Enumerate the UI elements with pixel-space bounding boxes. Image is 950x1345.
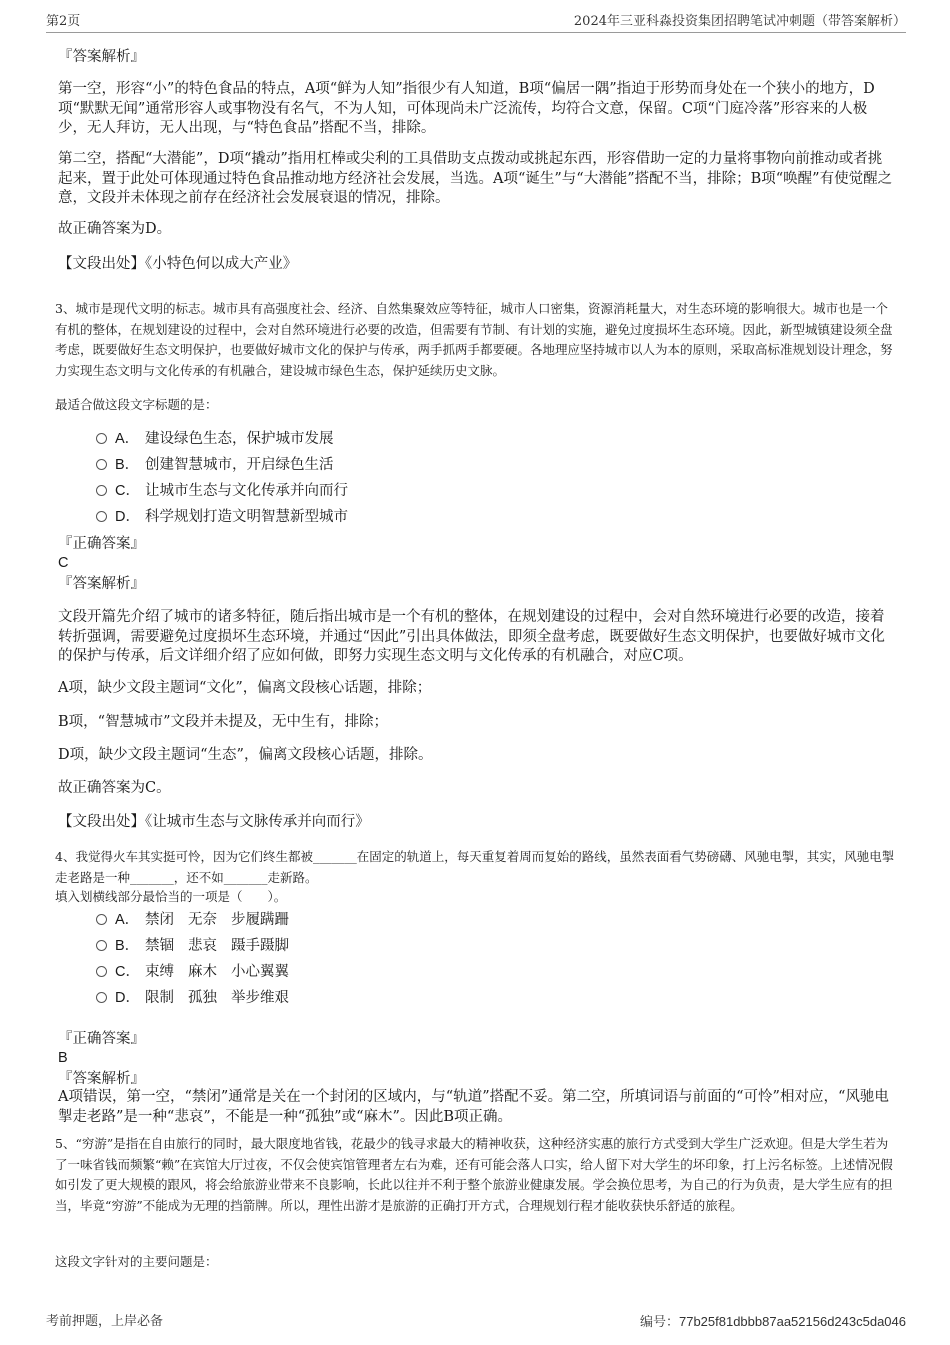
source-citation: 【文段出处】《让城市生态与文脉传承并向而行》 [58,814,370,830]
correct-answer-label: 『正确答案』 [58,1031,145,1047]
conclusion: 故正确答案为C。 [58,780,171,796]
footer-note: 考前押题，上岸必备 [46,1314,164,1329]
analysis-paragraph: A项错误，第一空，“禁闭”通常是关在一个封闭的区域内，与“轨道”搭配不妥。第二空，所填词语与前面的“可怜”相对应，“风驰电掣走老路”是一种“悲哀”，不能是一种“孤独”或“麻木”。因此B项正确。 [58,1089,889,1125]
page-header [46,12,906,33]
question-prompt: 这段文字针对的主要问题是： [55,1254,218,1269]
question-prompt: 填入划横线部分最恰当的一项是（ ）。 [55,889,287,904]
correct-answer: B [58,1050,68,1066]
option-c[interactable]: C． 让城市生态与文化传承并向而行 [96,480,348,502]
page-number: 第2页 [46,14,81,29]
analysis-note: B项，“智慧城市”文段并未提及，无中生有，排除； [58,714,388,730]
answer-analysis-label: 『答案解析』 [58,1071,145,1087]
page-footer [46,1312,906,1332]
analysis-note: D项，缺少文段主题词“生态”，偏离文段核心话题，排除。 [58,747,433,763]
radio-icon[interactable] [96,992,107,1003]
radio-icon[interactable] [96,459,107,470]
question-stem: 3、城市是现代文明的标志。城市具有高强度社会、经济、自然集聚效应等特征，城市人口密集，资源消耗量大，对生态环境的影响很大。城市也是一个有机的整体，在规划建设的过程中，会对自然环境进行必要的改造，但需要有节制、有计划的实施，避免过度损坏生态环境。因此，新型城镇建设须全盘考虑，既要做好生态文明保护，也要做好城市文化的保护与传承，两手抓两手都要硬。各地理应坚持城市以人为本的原则，采取高标准规划设计理念，努力实现生态文明与文化传承的有机融合，建设城市绿色生态，保护延续历史文脉。 [55,301,893,378]
option-c[interactable]: C． 束缚 麻木 小心翼翼 [96,961,289,983]
question-prompt: 最适合做这段文字标题的是： [55,397,218,412]
answer-analysis-label: 『答案解析』 [58,576,145,592]
analysis-note: A项，缺少文段主题词“文化”，偏离文段核心话题，排除； [58,680,432,696]
document-title: 2024年三亚科淼投资集团招聘笔试冲刺题（带答案解析） [573,14,906,29]
analysis-paragraph: 第一空，形容“小”的特色食品的特点，A项“鲜为人知”指很少有人知道，B项“偏居一隅”指迫于形势而身处在一个狭小的地方，D项“默默无闻”通常形容人或事物没有名气，不为人知，可体现尚未广泛流传，均符合文意，保留。C项“门庭冷落”形容来的人极少，无人拜访，无人出现，与“特色食品”搭配不当，排除。 [58,81,875,136]
analysis-paragraph: 文段开篇先介绍了城市的诸多特征，随后指出城市是一个有机的整体，在规划建设的过程中，会对自然环境进行必要的改造，接着转折强调，需要避免过度损坏生态环境，并通过“因此”引出具体做法，即须全盘考虑，既要做好生态文明保护，也要做好城市文化的保护与传承，后文详细介绍了应如何做，即努力实现生态文明与文化传承的有机融合，对应C项。 [58,609,885,664]
document-code [640,1312,906,1333]
option-a[interactable]: A． 禁闭 无奈 步履蹒跚 [96,909,289,931]
radio-icon[interactable] [96,433,107,444]
source-citation: 【文段出处】《小特色何以成大产业》 [58,256,298,272]
option-a[interactable]: A． 建设绿色生态，保护城市发展 [96,428,334,450]
code-value: 77b25f81dbbb87aa52156d243c5da046 [678,1314,906,1329]
answer-analysis-label: 『答案解析』 [58,49,145,65]
option-b[interactable]: B． 创建智慧城市，开启绿色生活 [96,454,334,476]
option-d[interactable]: D． 限制 孤独 举步维艰 [96,987,289,1009]
radio-icon[interactable] [96,940,107,951]
conclusion: 故正确答案为D。 [58,221,172,237]
correct-answer-label: 『正确答案』 [58,536,145,552]
radio-icon[interactable] [96,485,107,496]
correct-answer: C [58,555,69,571]
question-stem: 5、“穷游”是指在自由旅行的同时，最大限度地省钱，花最少的钱寻求最大的精神收获，这种经济实惠的旅行方式受到大学生广泛欢迎。但是大学生若为了一味省钱而频繁“赖”在宾馆大厅过夜，不仅会使宾馆管理者左右为难，还有可能会落人口实，给人留下对大学生的坏印象，打上污名标签。上述情况假如引发了更大规模的跟风，将会给旅游业带来不良影响，长此以往并不利于整个旅游业健康发展。学会换位思考，为自己的行为负责，是大学生应有的担当，毕竟“穷游”不能成为无理的挡箭牌。所以，理性出游才是旅游的正确打开方式，合理规划行程才能收获快乐舒适的旅程。 [55,1136,893,1213]
radio-icon[interactable] [96,511,107,522]
question-stem: 4、我觉得火车其实挺可怜，因为它们终生都被_______在固定的轨道上，每天重复着周而复始的路线，虽然表面看气势磅礴、风驰电掣，其实，风驰电掣走老路是一种_______，还不如_______走新路。 [55,849,895,885]
option-d[interactable]: D． 科学规划打造文明智慧新型城市 [96,506,348,528]
analysis-paragraph: 第二空，搭配“大潜能”，D项“撬动”指用杠棒或尖利的工具借助支点拨动或挑起东西，形容借助一定的力量将事物向前推动或者挑起来，置于此处可体现通过特色食品推动地方经济社会发展，当选。A项“诞生”与“大潜能”搭配不当，排除；B项“唤醒”有使觉醒之意，文段并未体现之前存在经济社会发展衰退的情况，排除。 [58,151,893,206]
radio-icon[interactable] [96,966,107,977]
option-b[interactable]: B． 禁锢 悲哀 蹑手蹑脚 [96,935,289,957]
code-label: 编号： [639,1315,679,1330]
radio-icon[interactable] [96,914,107,925]
